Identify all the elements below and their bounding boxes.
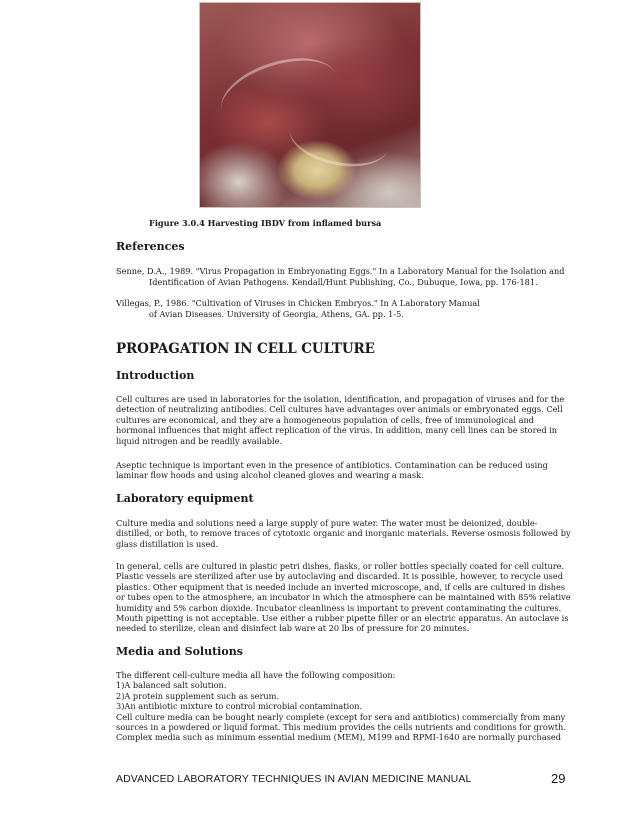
- reference-line: Identification of Avian Pathogens. Kendall/Hunt Publishing, Co., Dubuque, Iowa, pp. 176-181.: [149, 277, 538, 287]
- introduction-paragraph: [116, 460, 566, 481]
- lab-equipment-paragraph: [116, 518, 571, 549]
- introduction-heading: Introduction: [116, 369, 195, 382]
- media-paragraph: [116, 670, 566, 743]
- lab-equipment-paragraph: [116, 561, 571, 634]
- media-heading: Media and Solutions: [116, 645, 243, 658]
- text-line: The different cell-culture media all have the following composition:: [116, 670, 396, 680]
- text-line: humidity and 5% carbon dioxide. Incubator cleanliness is important to prevent contaminating the cultures.: [116, 602, 562, 613]
- text-line: or tubes open to the atmosphere, an incubator in which the atmosphere can be maintained with 85% relative: [116, 592, 571, 603]
- reference-item: [116, 266, 565, 288]
- text-line: sources in a powdered or liquid format. This medium provides the cells nutrients and conditions for growth.: [116, 722, 566, 733]
- text-line: distilled, or both, to remove traces of cytotoxic organic and inorganic materials. Reverse osmosis followed by: [116, 528, 571, 539]
- text-line: needed to sterilize, clean and disinfect lab ware at 20 lbs of pressure for 20 minutes.: [116, 623, 470, 634]
- text-line: hormonal influences that might affect replication of the virus. In addition, many cell lines can be stored in: [116, 425, 558, 436]
- text-line: 2)A protein supplement such as serum.: [116, 690, 280, 701]
- text-line: plastics. Other equipment that is needed include an inverted microscope, and, if cells are cultured in dishes: [116, 581, 566, 592]
- text-line: Complex media such as minimum essential medium (MEM), M199 and RPMI-1640 are normally purchased: [116, 732, 561, 743]
- text-line: liquid nitrogen and be readily available.: [116, 435, 283, 446]
- text-line: detection of neutralizing antibodies. Cell cultures have advantages over animals or embryonated eggs. Cell: [116, 404, 563, 415]
- text-line: Culture media and solutions need a large supply of pure water. The water must be deionized, double-: [116, 518, 538, 528]
- lab-equipment-heading: Laboratory equipment: [116, 492, 254, 505]
- text-line: Aseptic technique is important even in the presence of antibiotics. Contamination can be reduced using: [116, 460, 548, 470]
- figure-caption: Figure 3.0.4 Harvesting IBDV from inflamed bursa: [149, 218, 382, 228]
- references-heading: References: [116, 240, 185, 253]
- reference-line: of Avian Diseases. University of Georgia, Athens, GA. pp. 1-5.: [149, 309, 404, 319]
- text-line: Plastic vessels are sterilized after use by autoclaving and discarded. It is possible, however, to recycle used: [116, 571, 563, 582]
- text-line: 1)A balanced salt solution.: [116, 680, 227, 691]
- text-line: laminar flow hoods and using alcohol cleaned gloves and wearing a mask.: [116, 470, 424, 481]
- text-line: 3)An antibiotic mixture to control microbial contamination.: [116, 701, 363, 712]
- page-number: 29: [551, 771, 566, 786]
- reference-item: [116, 298, 480, 320]
- reference-line: Villegas, P., 1986. "Cultivation of Viruses in Chicken Embryos." In A Laboratory Manual: [116, 298, 480, 308]
- text-line: Cell cultures are used in laboratories for the isolation, identification, and propagation of viruses and for the: [116, 394, 565, 404]
- text-line: Mouth pipetting is not acceptable. Use either a rubber pipette filler or an electric apparatus. An autoclave is: [116, 613, 569, 624]
- text-line: Cell culture media can be bought nearly complete (except for sera and antibiotics) commercially from many: [116, 711, 566, 722]
- section-title: PROPAGATION IN CELL CULTURE: [116, 341, 375, 357]
- introduction-paragraph: [116, 394, 566, 446]
- text-line: glass distillation is used.: [116, 538, 219, 549]
- reference-line: Senne, D.A., 1989. "Virus Propagation in Embryonating Eggs." In a Laboratory Manual for the Isolation and: [116, 266, 565, 276]
- text-line: cultures are economical, and they are a homogeneous population of cells, free of immunological and: [116, 414, 534, 425]
- running-footer: ADVANCED LABORATORY TECHNIQUES IN AVIAN MEDICINE MANUAL: [116, 773, 472, 785]
- bursa-harvest-photo: [199, 2, 421, 208]
- text-line: In general, cells are cultured in plastic petri dishes, flasks, or roller bottles specially coated for cell culture.: [116, 561, 565, 571]
